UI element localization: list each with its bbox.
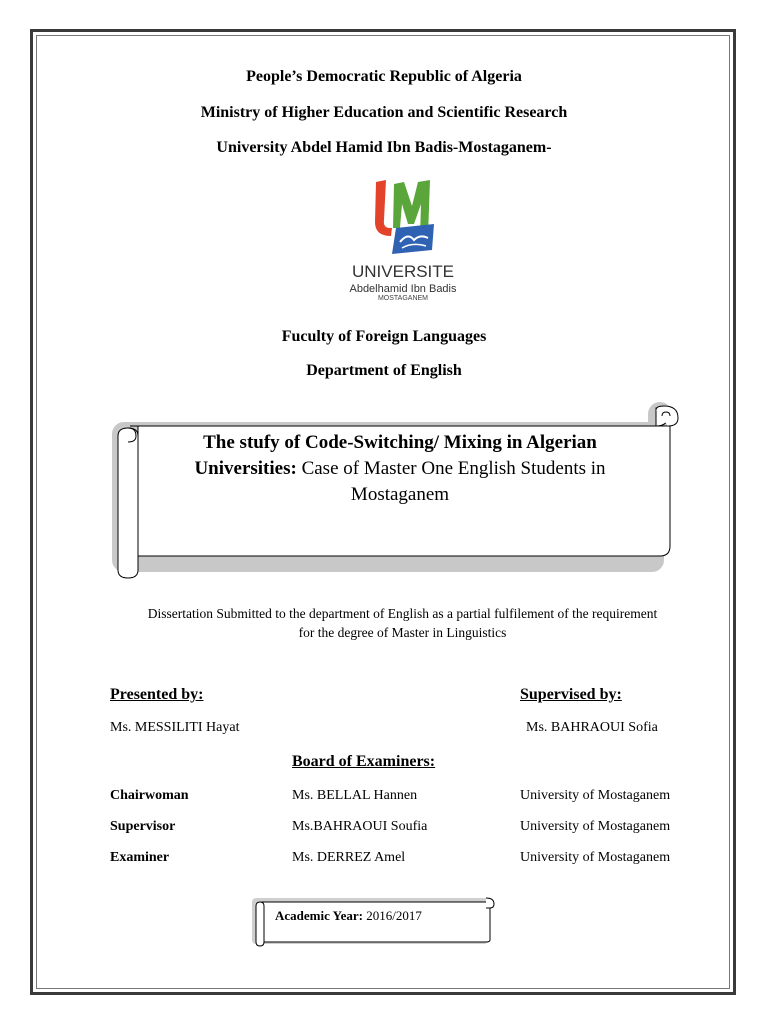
logo-universite-text: UNIVERSITE: [351, 262, 455, 281]
faculty-name: Fuculty of Foreign Languages: [281, 328, 487, 345]
supervised-by-heading: Supervised by:: [520, 686, 622, 703]
board-affiliation: University of Mostaganem: [520, 788, 671, 803]
board-affiliation: University of Mostaganem: [520, 819, 671, 834]
header-ministry: Ministry of Higher Education and Scientific Research: [200, 104, 568, 121]
student-name: Ms. MESSILITI Hayat: [110, 720, 240, 735]
board-heading: Board of Examiners:: [292, 753, 436, 770]
department-name: Department of English: [306, 362, 462, 379]
university-logo: [342, 170, 464, 306]
board-affiliation: University of Mostaganem: [520, 850, 671, 865]
board-member-name: Ms.BAHRAOUI Soufia: [292, 819, 428, 834]
dissertation-line-2: for the degree of Master in Linguistics: [298, 625, 507, 640]
board-role: Examiner: [110, 850, 170, 865]
academic-year-label: Academic Year:: [275, 908, 363, 923]
board-role: Chairwoman: [110, 788, 189, 803]
logo-name-text: Abdelhamid Ibn Badis: [349, 283, 457, 295]
dissertation-title: [150, 430, 650, 508]
academic-year-value: 2016/2017: [362, 908, 422, 923]
academic-year: [275, 908, 422, 924]
title-bold-part: The stufy of Code-Switching/ Mixing in Algerian Universities:: [194, 432, 597, 479]
title-normal-part: Case of Master One English Students in Mostaganem: [296, 458, 606, 505]
presented-by-heading: Presented by:: [110, 686, 204, 703]
logo-mark-icon: [342, 170, 464, 262]
board-member-name: Ms. DERREZ Amel: [292, 850, 406, 865]
logo-city-text: MOSTAGANEM: [377, 295, 429, 302]
dissertation-statement: [90, 604, 715, 642]
dissertation-line-1: Dissertation Submitted to the department of English as a partial fulfilement of the requirement: [147, 606, 658, 621]
board-member-name: Ms. BELLAL Hannen: [292, 788, 418, 803]
header-university: University Abdel Hamid Ibn Badis-Mostaganem-: [216, 139, 552, 156]
board-role: Supervisor: [110, 819, 176, 834]
supervisor-name: Ms. BAHRAOUI Sofia: [526, 720, 658, 735]
header-country: People’s Democratic Republic of Algeria: [246, 68, 522, 85]
